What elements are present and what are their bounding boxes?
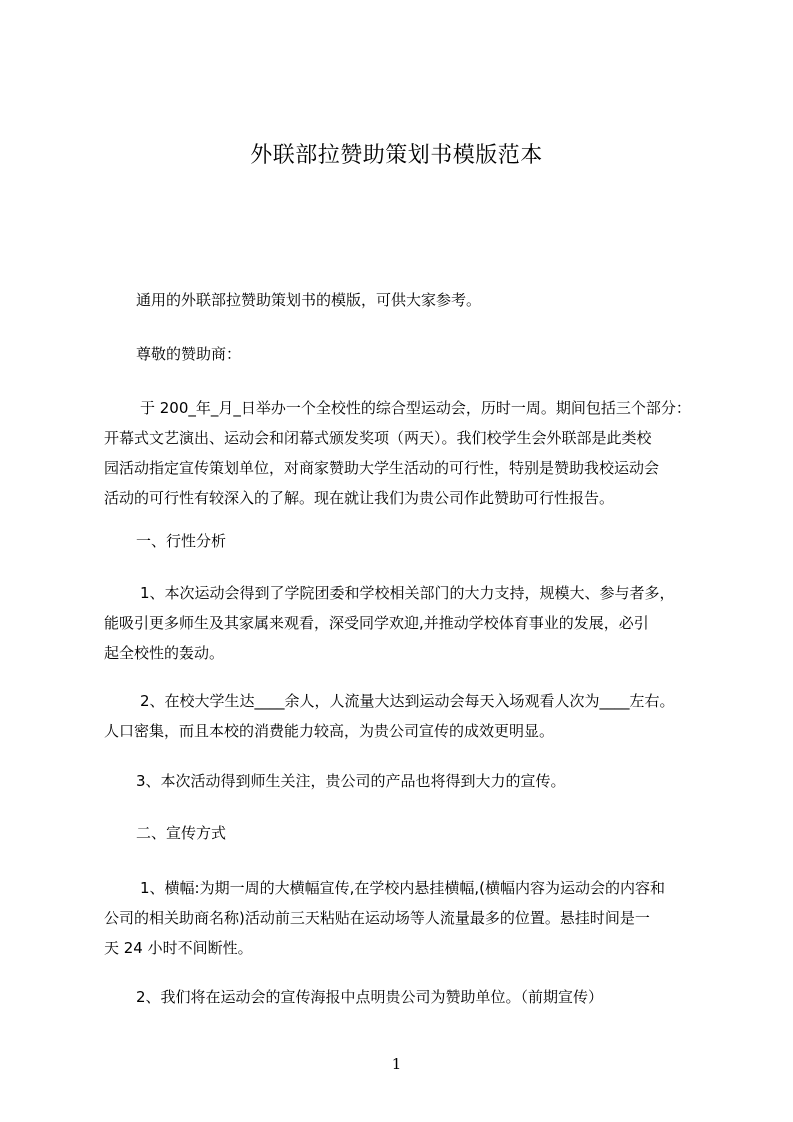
paragraph-feasibility-item-2 (104, 686, 714, 746)
paragraph-line: 起全校性的轰动。 (104, 644, 225, 662)
paragraph-line: 活动的可行性有较深入的了解。现在就让我们为贵公司作此赞助可行性报告。 (104, 489, 615, 507)
paragraph-line: 开幕式文艺演出、运动会和闭幕式颁发奖项（两天）。我们校学生会外联部是此类校 (104, 429, 652, 447)
document-title: 外联部拉赞助策划书模版范本 (250, 143, 543, 168)
paragraph-feasibility-item-3: 3、本次活动得到师生关注，贵公司的产品也将得到大力的宣传。 (136, 772, 566, 790)
paragraph-event-overview (104, 393, 714, 513)
paragraph-promotion-item-2: 2、我们将在运动会的宣传海报中点明贵公司为赞助单位。（前期宣传） (136, 988, 604, 1006)
paragraph-line: 于 200_年_月_日举办一个全校性的综合型运动会，历时一周。期间包括三个部分： (140, 399, 691, 417)
section-heading-promotion: 二、宣传方式 (136, 824, 227, 842)
intro-text: 通用的外联部拉赞助策划书的模版，可供大家参考。 (136, 291, 482, 309)
section-heading-feasibility: 一、行性分析 (136, 532, 227, 550)
paragraph-line: 人口密集，而且本校的消费能力较高，为贵公司宣传的成效更明显。 (104, 722, 555, 740)
paragraph-promotion-item-1 (104, 873, 714, 963)
page-number: 1 (391, 1055, 402, 1073)
salutation: 尊敬的赞助商： (136, 345, 242, 363)
paragraph-line: 2、在校大学生达____余人，人流量大达到运动会每天入场观看人次为____左右。 (140, 692, 675, 710)
paragraph-line: 能吸引更多师生及其家属来观看，深受同学欢迎,并推动学校体育事业的发展，必引 (104, 614, 649, 632)
paragraph-line: 天 24 小时不间断性。 (104, 939, 253, 957)
paragraph-line: 公司的相关助商名称)活动前三天粘贴在运动场等人流量最多的位置。悬挂时间是一 (104, 909, 650, 927)
paragraph-feasibility-item-1 (104, 578, 714, 668)
paragraph-line: 1、横幅:为期一周的大横幅宣传,在学校内悬挂横幅,(横幅内容为运动会的内容和 (140, 879, 665, 897)
paragraph-line: 1、本次运动会得到了学院团委和学校相关部门的大力支持，规模大、参与者多， (140, 584, 675, 602)
paragraph-line: 园活动指定宣传策划单位，对商家赞助大学生活动的可行性，特别是赞助我校运动会 (104, 459, 660, 477)
